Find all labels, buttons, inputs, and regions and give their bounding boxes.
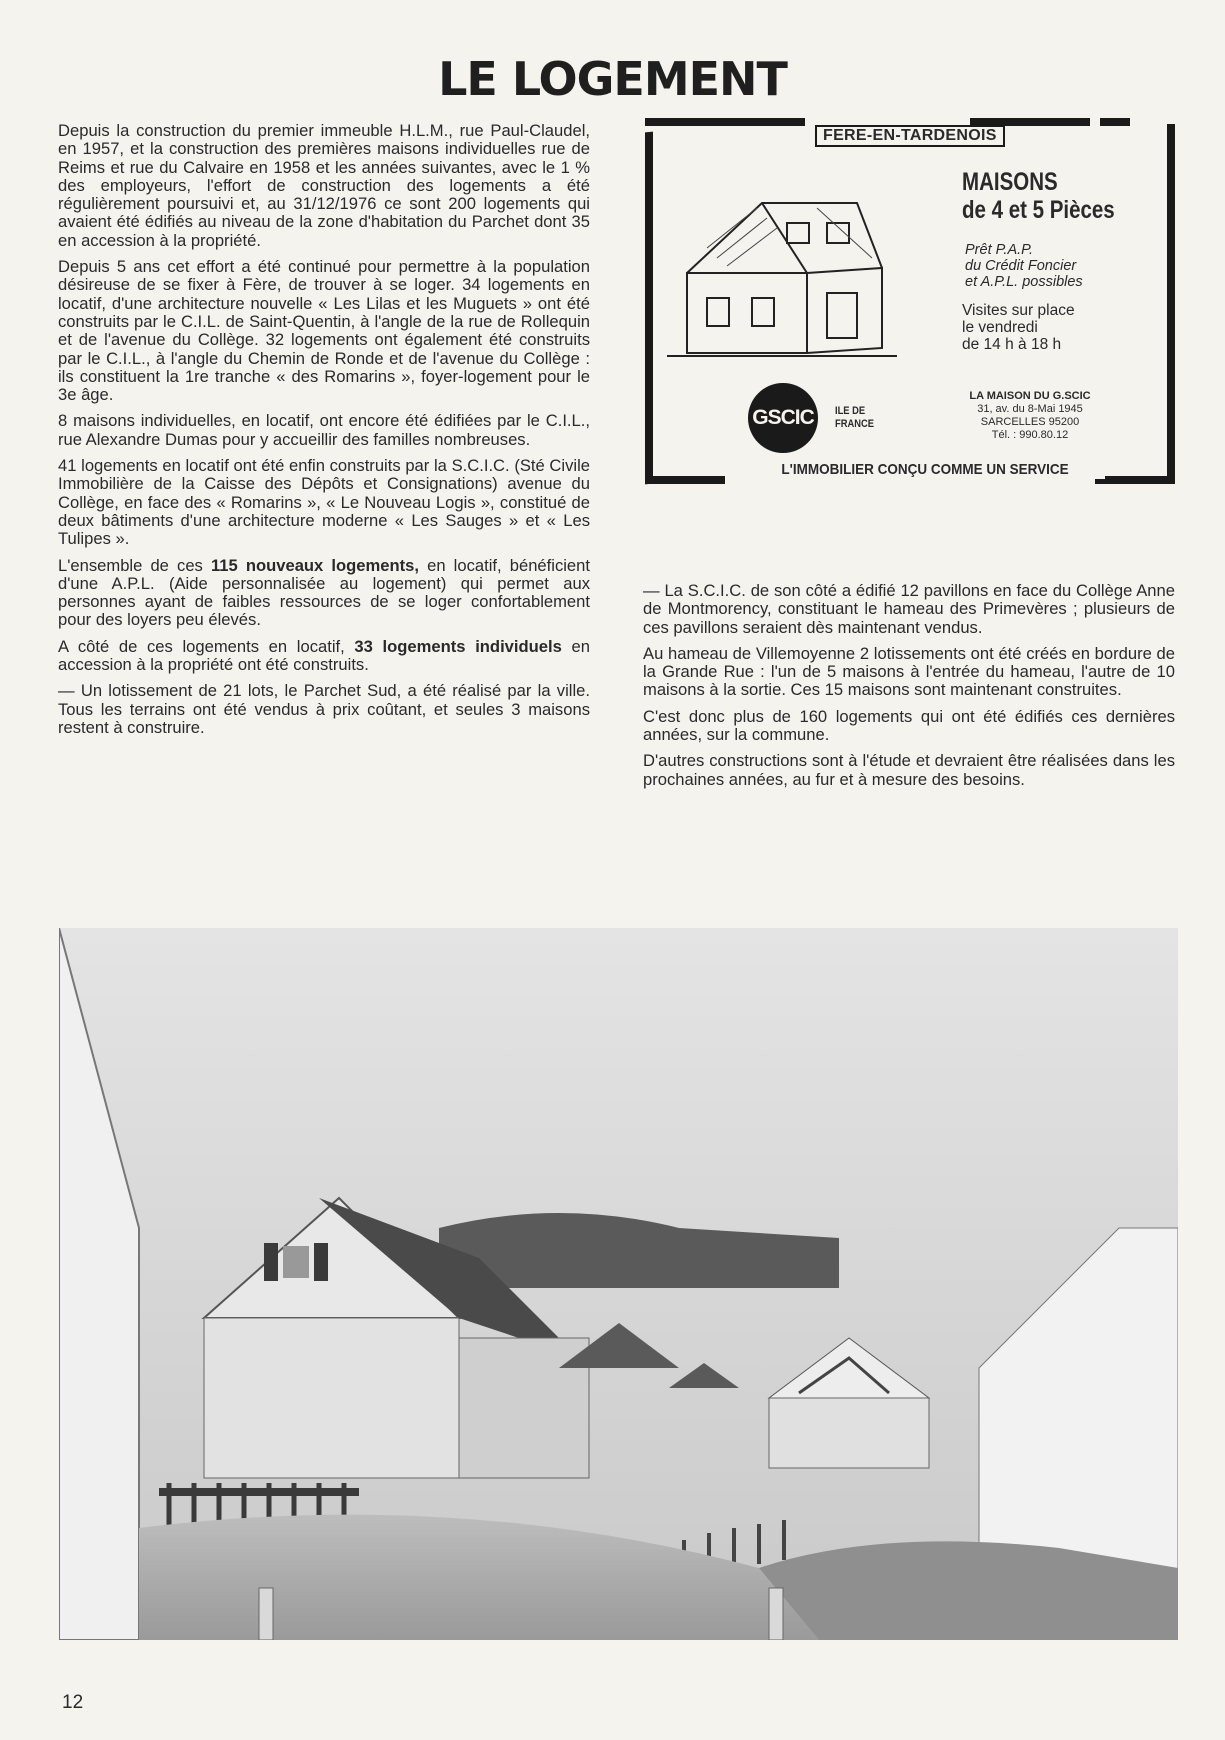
text-span: en locatif, bénéficient d'une A.P.L. (Aide personnalisée au logement) qui permet aux personnes ayant de faibles ressources de se loger confortablement pour des loyers peu élevés. bbox=[58, 555, 590, 630]
ad-region-line: FRANCE bbox=[835, 418, 874, 430]
paragraph bbox=[58, 638, 590, 675]
bold-text: 33 logements individuels bbox=[354, 636, 562, 656]
paragraph: D'autres constructions sont à l'étude et devraient être réalisées dans les prochaines années, au fur et à mesure des besoins. bbox=[643, 751, 1175, 789]
right-article-column bbox=[643, 582, 1175, 797]
ad-town-label: FERE-EN-TARDENOIS bbox=[815, 125, 1005, 147]
ad-loan-line: du Crédit Foncier bbox=[965, 258, 1077, 274]
paragraph: — Un lotissement de 21 lots, le Parchet Sud, a été réalisé par la ville. Tous les terrains ont été vendus à prix coûtant, et seules 3 maisons restent à construire. bbox=[58, 681, 590, 737]
ad-loan-line: Prêt P.A.P. bbox=[965, 242, 1033, 258]
ad-region bbox=[835, 405, 874, 431]
paragraph: Au hameau de Villemoyenne 2 lotissements ont été créés en bordure de la Grande Rue : l'un de 5 maisons à l'entrée du hameau, l'autre de 10 maisons à la sortie. Ces 15 maisons sont maintenant construites. bbox=[643, 643, 1175, 700]
bold-text: 115 nouveaux logements, bbox=[210, 555, 419, 575]
ad-address-line: 31, av. du 8-Mai 1945 bbox=[977, 403, 1083, 415]
ad-frame-bar bbox=[645, 118, 805, 126]
gscic-logo: GSCIC bbox=[748, 383, 818, 453]
scic-advertisement bbox=[645, 118, 1175, 484]
ad-frame-bar bbox=[1095, 476, 1175, 484]
ad-frame-bar bbox=[1167, 124, 1175, 484]
ad-address bbox=[935, 390, 1125, 442]
ad-company-name: LA MAISON DU G.SCIC bbox=[969, 390, 1091, 402]
ad-visit-info bbox=[962, 302, 1075, 353]
paragraph: 41 logements en locatif ont été enfin construits par la S.C.I.C. (Sté Civile Immobilière de la Caisse des Dépôts et Consignations) avenue du Collège, en face des « Romarins », « Le Nouveau Logis », constitué de deux bâtiments d'une architecture moderne « Les Sauges » et « Les Tulipes ». bbox=[58, 456, 590, 549]
ad-phone: Tél. : 990.80.12 bbox=[991, 429, 1069, 441]
paragraph: C'est donc plus de 160 logements qui ont été édifiés ces dernières années, sur la commune. bbox=[643, 706, 1175, 745]
text-span: A côté de ces logements en locatif, bbox=[58, 636, 355, 656]
ad-visit-line: Visites sur place bbox=[962, 302, 1075, 319]
photo-scene bbox=[59, 928, 1178, 1640]
ad-headline-line: de 4 et 5 Pièces bbox=[962, 196, 1115, 224]
page-title: LE LOGEMENT bbox=[438, 52, 787, 106]
ad-frame-bar bbox=[1100, 118, 1130, 126]
ad-headline-line: MAISONS bbox=[962, 168, 1058, 196]
paragraph bbox=[58, 557, 590, 630]
paragraph: Depuis la construction du premier immeuble H.L.M., rue Paul-Claudel, en 1957, et la construction des premières maisons individuelles rue de Reims et rue du Calvaire en 1958 et les années suivantes, avec le 1 % des employeurs, l'effort de construction des logements a été régulièrement poursuivi et, au 31/12/1976 ce sont 200 logements qui avaient été édifiés au niveau de la zone d'habitation du Parchet dont 35 en accession à la propriété. bbox=[58, 121, 590, 250]
paragraph: 8 maisons individuelles, en locatif, ont encore été édifiées par le C.I.L., rue Alexandre Dumas pour y accueillir des familles nombreuses. bbox=[58, 411, 590, 449]
paragraph: Depuis 5 ans cet effort a été continué pour permettre à la population désireuse de se fixer à Fère, de trouver à se loger. 34 logements en locatif, d'une architecture nouvelle « Les Lilas et les Muguets » ont été construits par le C.I.L. de Saint-Quentin, à l'angle de la rue de Rollequin et de l'avenue du Collège. 32 logements ont également été construits par le C.I.L., à l'angle du Chemin de Ronde et de l'avenue du Collège : ils constituent la 1re tranche « des Romarins », foyer-logement pour le 3e âge. bbox=[58, 257, 590, 405]
ad-loan-line: et A.P.L. possibles bbox=[965, 274, 1083, 290]
page-number: 12 bbox=[62, 1692, 84, 1713]
ad-loan-info bbox=[965, 242, 1083, 290]
text-span: en accession à la propriété ont été construits. bbox=[58, 636, 590, 675]
paragraph: — La S.C.I.C. de son côté a édifié 12 pavillons en face du Collège Anne de Montmorency, constituant le hameau des Primevères ; plusieurs de ces pavillons seraient dès maintenant vendus. bbox=[643, 581, 1175, 637]
ad-region-line: ILE DE bbox=[835, 405, 866, 417]
ad-address-line: SARCELLES 95200 bbox=[980, 416, 1080, 428]
ad-slogan: L'IMMOBILIER CONÇU COMME UN SERVICE bbox=[745, 461, 1105, 479]
ad-frame-bar bbox=[645, 132, 653, 485]
house-illustration bbox=[667, 178, 897, 373]
text-span: L'ensemble de ces bbox=[58, 555, 211, 575]
housing-estate-photo bbox=[59, 928, 1178, 1640]
ad-frame-bar bbox=[645, 476, 725, 484]
ad-visit-line: de 14 h à 18 h bbox=[962, 336, 1062, 353]
ad-headline bbox=[962, 168, 1115, 224]
ad-visit-line: le vendredi bbox=[962, 319, 1038, 336]
left-article-column bbox=[58, 122, 590, 745]
